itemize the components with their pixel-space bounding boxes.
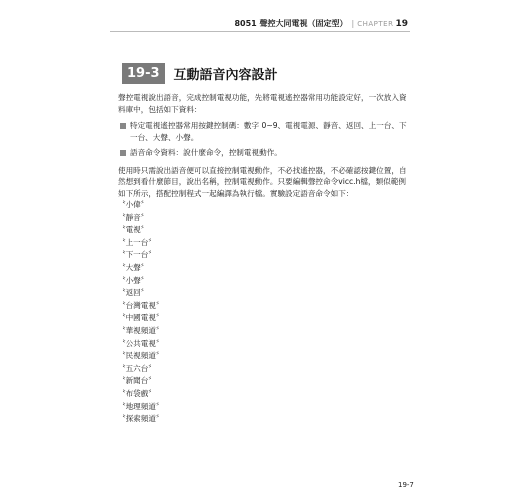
section-title: 互動語音內容設計	[173, 68, 278, 83]
running-header	[234, 18, 408, 29]
voice-command-list	[118, 199, 408, 426]
voice-command: 〝地理頻道〞	[118, 401, 164, 411]
header-separator: |	[351, 19, 355, 28]
voice-command: 〝探索頻道〞	[118, 414, 164, 424]
voice-command: 〝小偉〞	[118, 200, 149, 209]
voice-command: 〝電視〞	[118, 225, 149, 235]
chapter-number: 19	[395, 19, 408, 29]
body-content	[118, 92, 408, 426]
voice-command: 〝五六台〞	[118, 363, 156, 373]
intro-paragraph: 聲控電視說出語音，完成控制電視功能，先將電視遙控器常用功能設定好，一次放入資料庫中，包括如下資料：	[118, 93, 407, 114]
voice-command: 〝上一台〞	[118, 237, 156, 247]
bullet-item	[118, 120, 408, 143]
voice-command: 〝返回〞	[118, 288, 149, 298]
voice-command: 〝華視頻道〞	[118, 325, 164, 335]
header-rule	[110, 31, 410, 32]
usage-paragraph: 使用時只需說出語音便可以直接控制電視動作，不必找遙控器，不必確認按鍵位置，自然想到看什麼節目，說出名稱，控制電視動作。只要編輯聲控命令vicc.h檔，類似範例如下所示，搭配控制程式一起編譯為執行檔。實驗設定語音命令如下：	[118, 165, 407, 198]
chapter-label: CHAPTER	[357, 20, 394, 28]
bullet-list	[118, 120, 408, 159]
bullet-item	[118, 147, 408, 159]
voice-command: 〝布袋戲〞	[118, 388, 156, 398]
voice-command: 〝靜音〞	[118, 212, 149, 222]
voice-command: 〝新聞台〞	[118, 376, 156, 386]
bullet-text: 語音命令資料：說什麼命令，控制電視動作。	[130, 148, 282, 157]
voice-command: 〝下一台〞	[118, 250, 156, 260]
voice-command: 〝民視頻道〞	[118, 351, 164, 361]
header-title: 8051 聲控大同電視（固定型）	[234, 19, 348, 28]
voice-command: 〝公共電視〞	[118, 338, 164, 348]
section-number-badge: 19-3	[122, 63, 165, 84]
square-bullet-icon	[120, 150, 126, 156]
voice-command: 〝中國電視〞	[118, 313, 164, 323]
voice-command: 〝小聲〞	[118, 275, 149, 285]
square-bullet-icon	[120, 123, 126, 129]
voice-command: 〝台灣電視〞	[118, 300, 164, 310]
voice-command: 〝大聲〞	[118, 262, 149, 272]
page-number: 19-7	[398, 481, 414, 489]
bullet-text: 特定電視遙控器常用按鍵控制碼：數字 0~9、電視電源、靜音、返回、上一台、下一台、大聲、小聲。	[130, 121, 407, 142]
section-heading	[122, 63, 278, 84]
